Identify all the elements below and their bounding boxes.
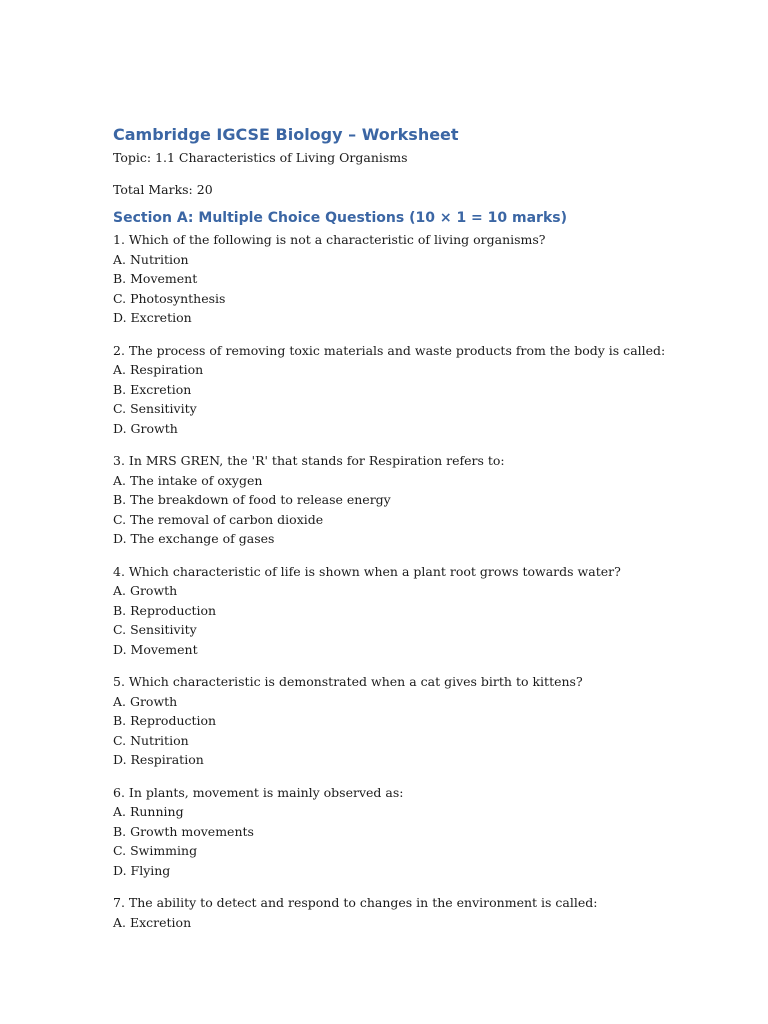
answer-option: D. Excretion bbox=[113, 310, 192, 325]
answer-option: D. Growth bbox=[113, 420, 178, 436]
answer-option: A. Growth bbox=[113, 583, 178, 598]
answer-option: C. Nutrition bbox=[113, 732, 189, 748]
answer-option: C. Swimming bbox=[113, 843, 198, 858]
question-text: 1. Which of the following is not a characteristic of living organisms? bbox=[113, 232, 546, 247]
total-marks-line: Total Marks: 20 bbox=[113, 181, 213, 197]
answer-options bbox=[113, 802, 733, 880]
question-text: 2. The process of removing toxic materials and waste products from the body is called: bbox=[113, 342, 666, 358]
answer-option: B. Reproduction bbox=[113, 602, 217, 618]
topic-line: Topic: 1.1 Characteristics of Living Organisms bbox=[113, 150, 408, 165]
question-item bbox=[113, 341, 733, 439]
answer-option: B. Growth movements bbox=[113, 823, 254, 839]
answer-options bbox=[113, 581, 733, 659]
answer-option: D. The exchange of gases bbox=[113, 531, 275, 546]
answer-option: B. Movement bbox=[113, 271, 198, 286]
worksheet-title: Cambridge IGCSE Biology – Worksheet bbox=[113, 125, 459, 144]
answer-option: B. Reproduction bbox=[113, 713, 217, 728]
answer-option: A. Excretion bbox=[113, 914, 192, 930]
answer-option: A. Running bbox=[113, 804, 184, 819]
answer-option: D. Respiration bbox=[113, 752, 204, 767]
answer-option: B. Excretion bbox=[113, 381, 192, 397]
question-item bbox=[113, 562, 733, 660]
answer-option: C. Sensitivity bbox=[113, 622, 197, 637]
worksheet-page bbox=[113, 124, 733, 945]
question-text: 3. In MRS GREN, the 'R' that stands for Respiration refers to: bbox=[113, 453, 505, 468]
question-text: 5. Which characteristic is demonstrated when a cat gives birth to kittens? bbox=[113, 674, 583, 689]
answer-options bbox=[113, 360, 733, 438]
answer-option: C. Photosynthesis bbox=[113, 290, 226, 306]
question-text: 7. The ability to detect and respond to changes in the environment is called: bbox=[113, 895, 598, 910]
answer-option: C. Sensitivity bbox=[113, 401, 197, 416]
question-item bbox=[113, 672, 733, 770]
answer-option: A. The intake of oxygen bbox=[113, 472, 263, 488]
answer-option: A. Growth bbox=[113, 693, 178, 709]
question-item bbox=[113, 451, 733, 549]
question-item bbox=[113, 783, 733, 881]
answer-option: D. Flying bbox=[113, 862, 171, 878]
answer-options bbox=[113, 692, 733, 770]
answer-option: D. Movement bbox=[113, 641, 198, 657]
answer-options bbox=[113, 471, 733, 549]
section-a-heading: Section A: Multiple Choice Questions (10 × 1 = 10 marks) bbox=[113, 210, 567, 226]
answer-options bbox=[113, 250, 733, 328]
answer-option: A. Respiration bbox=[113, 362, 204, 377]
answer-options bbox=[113, 913, 733, 933]
question-item bbox=[113, 893, 733, 932]
answer-option: A. Nutrition bbox=[113, 251, 189, 267]
answer-option: B. The breakdown of food to release energy bbox=[113, 492, 391, 507]
question-item bbox=[113, 230, 733, 328]
question-text: 4. Which characteristic of life is shown when a plant root grows towards water? bbox=[113, 563, 621, 579]
answer-option: C. The removal of carbon dioxide bbox=[113, 511, 324, 527]
question-text: 6. In plants, movement is mainly observed as: bbox=[113, 784, 404, 800]
question-list bbox=[113, 230, 733, 932]
